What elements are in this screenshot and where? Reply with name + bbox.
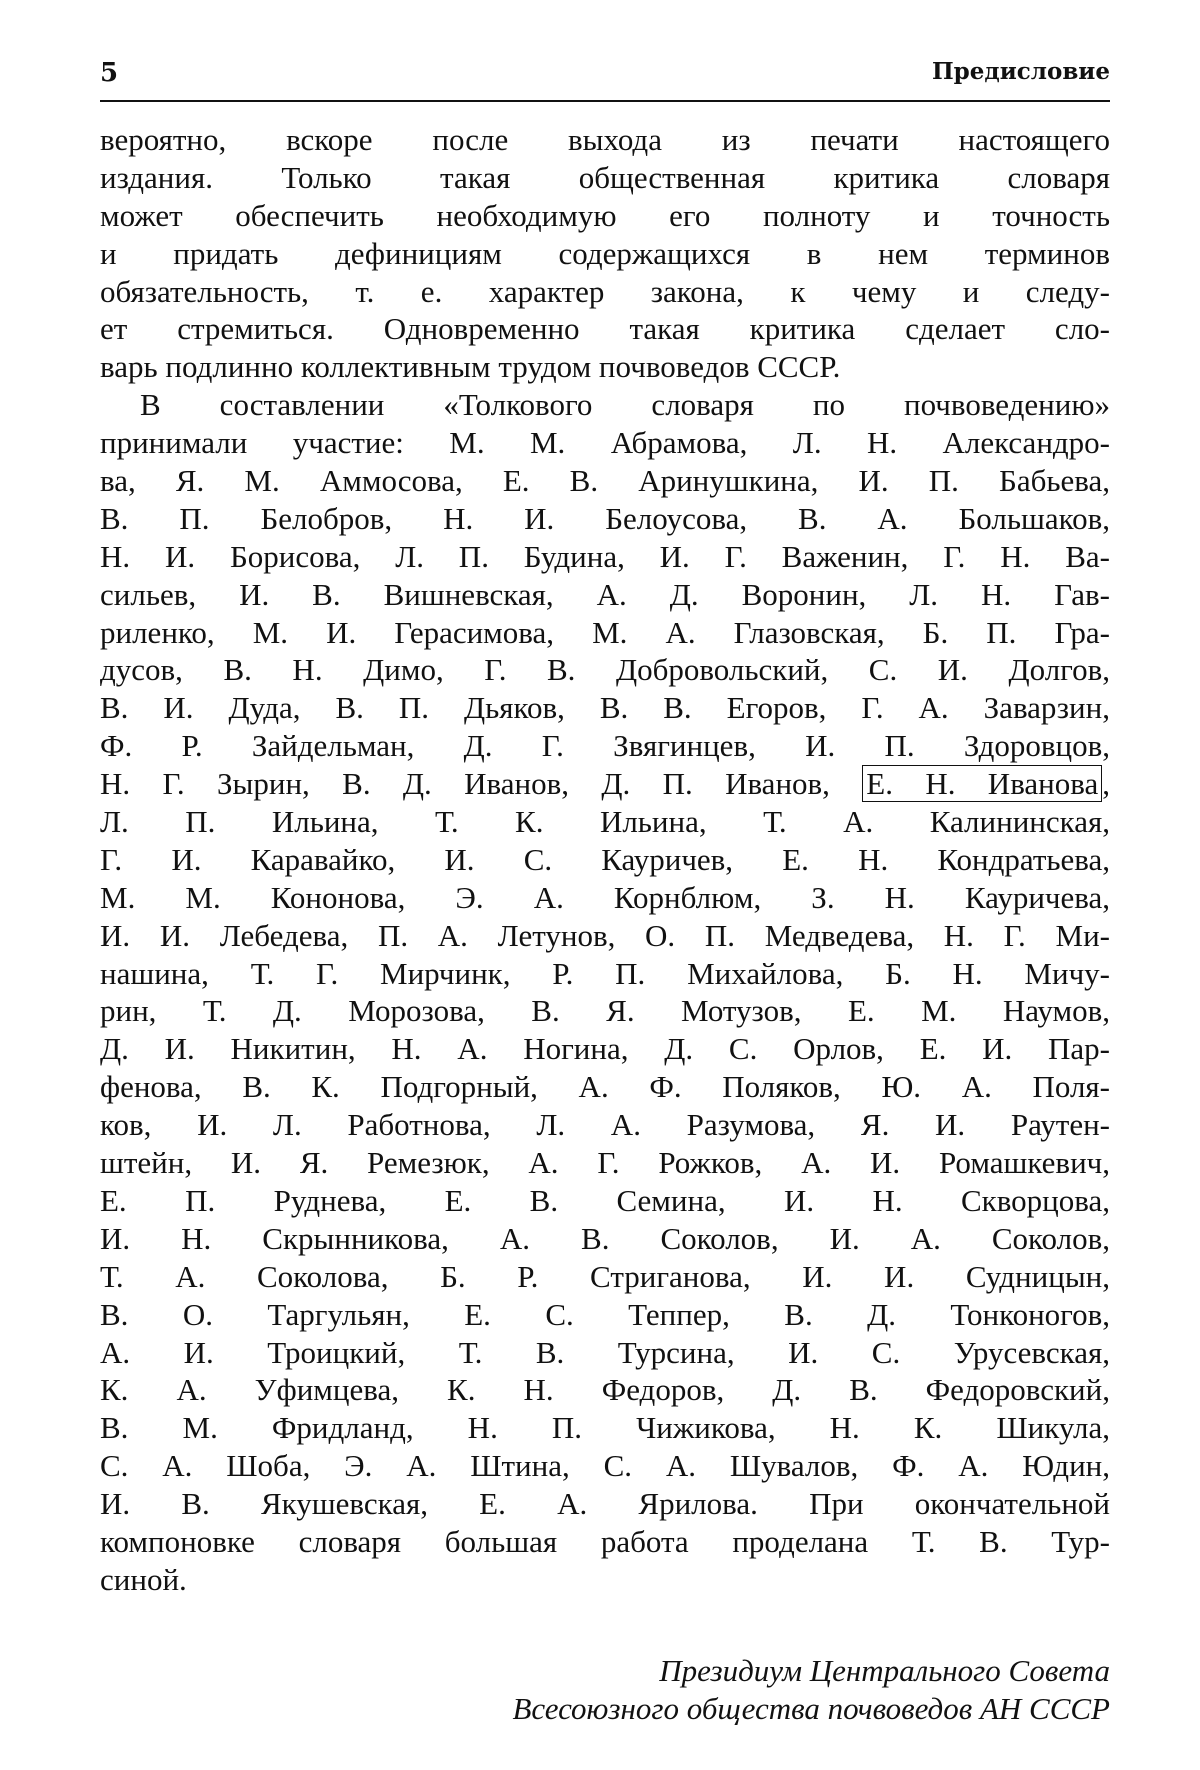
text-line: М. М. Кононова, Э. А. Корнблюм, З. Н. Кауричева, [100, 879, 1110, 915]
text-line: ет стремиться. Одновременно такая критика сделает сло- [100, 311, 1110, 347]
text-line: Т. А. Соколова, Б. Р. Стриганова, И. И. Судницын, [100, 1258, 1110, 1294]
paragraph-continuation [100, 121, 1110, 386]
text-line: Н. И. Борисова, Л. П. Будина, И. Г. Важенин, Г. Н. Ва- [100, 538, 1110, 574]
text-line: С. А. Шоба, Э. А. Штина, С. А. Шувалов, Ф. А. Юдин, [100, 1448, 1110, 1484]
text-line: издания. Только такая общественная критика словаря [100, 159, 1110, 195]
text-line: И. В. Якушевская, Е. А. Ярилова. При окончательной [100, 1486, 1110, 1522]
text-line: Д. И. Никитин, Н. А. Ногина, Д. С. Орлов, Е. И. Пар- [100, 1031, 1110, 1067]
text-line: И. Н. Скрынникова, А. В. Соколов, И. А. Соколов, [100, 1220, 1110, 1256]
page-number: 5 [100, 58, 119, 88]
boxed-line-suffix: , [1102, 766, 1111, 802]
header-rule [100, 100, 1110, 102]
signature-line-2: Всесоюзного общества почвоведов АН СССР [512, 1691, 1110, 1726]
text-line: рин, Т. Д. Морозова, В. Я. Мотузов, Е. М. Наумов, [100, 993, 1110, 1029]
text-line: штейн, И. Я. Ремезюк, А. Г. Рожков, А. И. Ромашкевич, [100, 1145, 1110, 1181]
text-line: Л. П. Ильина, Т. К. Ильина, Т. А. Калининская, [100, 804, 1110, 840]
text-line: В. О. Таргульян, Е. С. Теппер, В. Д. Тонконогов, [100, 1296, 1110, 1332]
boxed-name-line [100, 765, 1110, 803]
text-line: вероятно, вскоре после выхода из печати настоящего [100, 122, 1110, 157]
text-line: и придать дефинициям содержащихся в нем терминов [100, 235, 1110, 271]
text-line: может обеспечить необходимую его полноту и точность [100, 197, 1110, 233]
text-line: И. И. Лебедева, П. А. Летунов, О. П. Медведева, Н. Г. Ми- [100, 917, 1110, 953]
text-line: ва, Я. М. Аммосова, Е. В. Аринушкина, И. П. Бабьева, [100, 463, 1110, 499]
text-line: риленко, М. И. Герасимова, М. А. Глазовская, Б. П. Гра- [100, 614, 1110, 650]
text-line: дусов, В. Н. Димо, Г. В. Добровольский, С. И. Долгов, [100, 652, 1110, 688]
text-line: синой. [100, 1561, 187, 1597]
boxed-line-prefix: Н. Г. Зырин, В. Д. Иванов, Д. П. Иванов, [100, 766, 830, 802]
text-line: В. И. Дуда, В. П. Дьяков, В. В. Егоров, Г. А. Заварзин, [100, 690, 1110, 726]
running-title: Предисловие [931, 58, 1110, 85]
text-line: компоновке словаря большая работа проделана Т. В. Тур- [100, 1523, 1110, 1559]
text-line: В. П. Белобров, Н. И. Белоусова, В. А. Большаков, [100, 500, 1110, 536]
text-line: Г. И. Каравайко, И. С. Кауричев, Е. Н. Кондратьева, [100, 841, 1110, 877]
contributors-paragraph [100, 386, 1110, 765]
text-line: В составлении «Толкового словаря по почвоведению» [140, 387, 1110, 423]
text-line: К. А. Уфимцева, К. Н. Федоров, Д. В. Федоровский, [100, 1372, 1110, 1408]
boxed-name: Е. Н. Иванова [862, 765, 1102, 802]
text-line: фенова, В. К. Подгорный, А. Ф. Поляков, Ю. А. Поля- [100, 1069, 1110, 1105]
page-header [100, 58, 1110, 92]
text-line: обязательность, т. е. характер закона, к чему и следу- [100, 273, 1110, 309]
text-line: нашина, Т. Г. Мирчинк, Р. П. Михайлова, Б. Н. Мичу- [100, 955, 1110, 991]
contributors-paragraph-continued [100, 803, 1110, 1599]
text-line: Ф. Р. Зайдельман, Д. Г. Звягинцев, И. П. Здоровцов, [100, 728, 1110, 764]
text-line: сильев, И. В. Вишневская, А. Д. Воронин, Л. Н. Гав- [100, 576, 1110, 612]
text-line: ков, И. Л. Работнова, Л. А. Разумова, Я. И. Раутен- [100, 1107, 1110, 1143]
text-line: В. М. Фридланд, Н. П. Чижикова, Н. К. Шикула, [100, 1410, 1110, 1446]
text-line: варь подлинно коллективным трудом почвоведов СССР. [100, 349, 841, 385]
text-line: Е. П. Руднева, Е. В. Семина, И. Н. Скворцова, [100, 1182, 1110, 1218]
body-text [100, 121, 1110, 1599]
text-line: принимали участие: М. М. Абрамова, Л. Н. Александро- [100, 425, 1110, 461]
text-line: А. И. Троицкий, Т. В. Турсина, И. С. Урусевская, [100, 1334, 1110, 1370]
signature-line-1: Президиум Центрального Совета [659, 1653, 1110, 1688]
